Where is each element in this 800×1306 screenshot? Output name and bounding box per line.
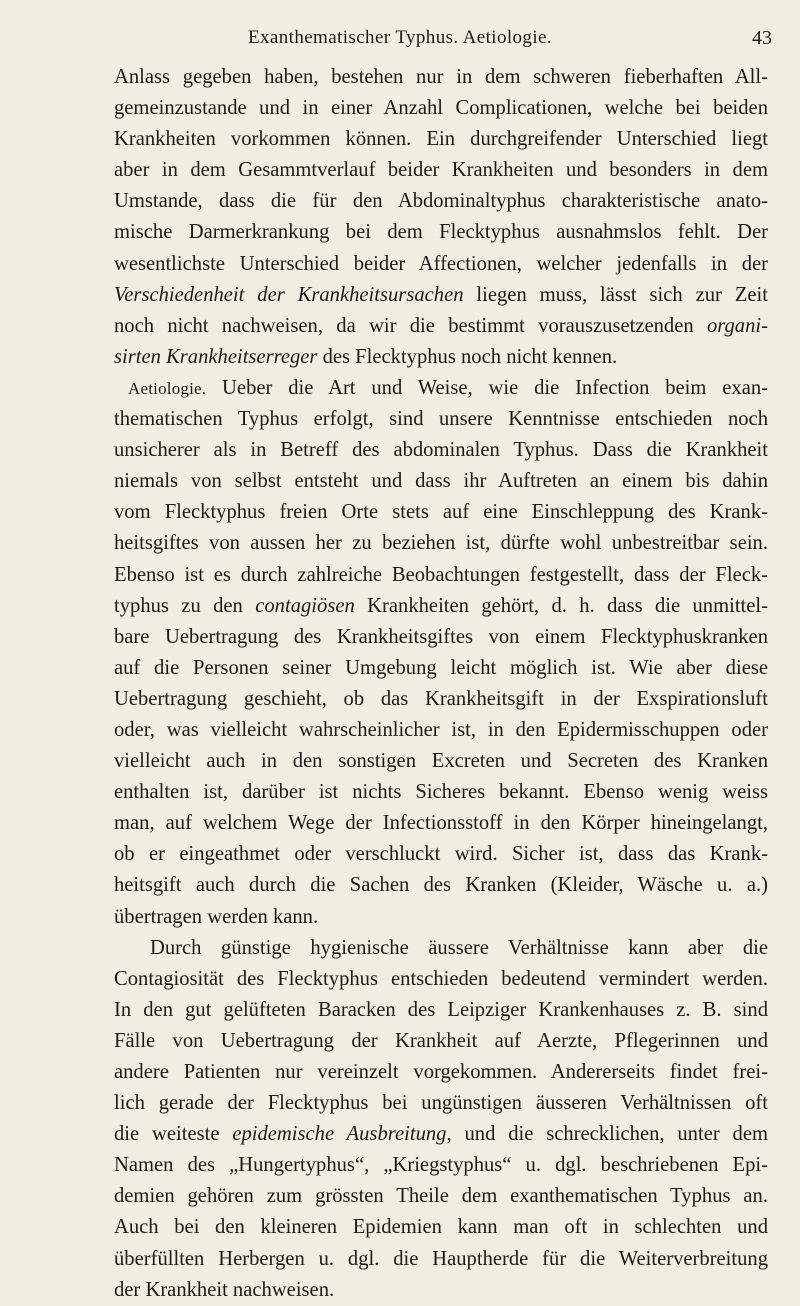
text-line: Ebenso ist es durch zahlreiche Beobachtungen festgestellt, dass der Fleck- bbox=[114, 563, 768, 586]
text-line: wesentlichste Unterschied beider Affectionen, welcher jedenfalls in der bbox=[114, 252, 768, 275]
section-sidehead: Aetiologie. bbox=[128, 378, 207, 398]
text-line: Namen des „Hungertyphus“, „Kriegstyphus“ u. dgl. beschriebenen Epi- bbox=[114, 1154, 768, 1177]
page-header bbox=[0, 18, 800, 58]
text-line: lich gerade der Flecktyphus bei ungünstigen äusseren Verhältnissen oft bbox=[114, 1092, 768, 1115]
text-line: mische Darmerkrankung bei dem Flecktyphus ausnahmslos fehlt. Der bbox=[114, 221, 768, 244]
text-line: übertragen werden kann. bbox=[114, 905, 319, 928]
text-line: auf die Personen seiner Umgebung leicht möglich ist. Wie aber diese bbox=[114, 656, 768, 679]
text-line: Uebertragung geschieht, ob das Krankheitsgift in der Exspirationsluft bbox=[114, 687, 768, 710]
page-number: 43 bbox=[752, 27, 772, 49]
text-line: vom Flecktyphus freien Orte stets auf eine Einschleppung des Krank- bbox=[114, 501, 768, 524]
text-line: Contagiosität des Flecktyphus entschieden bedeutend vermindert werden. bbox=[114, 967, 768, 990]
text-line: aber in dem Gesammtverlauf beider Krankheiten und besonders in dem bbox=[114, 159, 768, 182]
text-line: In den gut gelüfteten Baracken des Leipziger Krankenhauses z. B. sind bbox=[114, 998, 768, 1021]
text-line: heitsgift auch durch die Sachen des Kranken (Kleider, Wäsche u. a.) bbox=[114, 874, 768, 897]
text-line: die weiteste epidemische Ausbreitung, und die schrecklichen, unter dem bbox=[114, 1123, 768, 1146]
text-line: gemeinzustande und in einer Anzahl Complicationen, welche bei beiden bbox=[114, 97, 768, 120]
text-line: Anlass gegeben haben, bestehen nur in dem schweren fieberhaften All- bbox=[114, 66, 768, 88]
text-line: niemals von selbst entsteht und dass ihr Auftreten an einem bis dahin bbox=[114, 470, 768, 493]
text-line: Durch günstige hygienische äussere Verhältnisse kann aber die bbox=[150, 936, 768, 959]
text-line: überfüllten Herbergen u. dgl. die Hauptherde für die Weiterverbreitung bbox=[114, 1247, 768, 1270]
text-line: bare Uebertragung des Krankheitsgiftes von einem Flecktyphuskranken bbox=[114, 625, 768, 648]
body-text bbox=[114, 62, 768, 1306]
italic-term: contagiösen bbox=[255, 594, 355, 617]
text-line: Fälle von Uebertragung der Krankheit auf Aerzte, Pflegerinnen und bbox=[114, 1029, 768, 1052]
text-line: Auch bei den kleineren Epidemien kann man oft in schlechten und bbox=[114, 1216, 768, 1239]
text-line: noch nicht nachweisen, da wir die bestimmt vorauszusetzenden organi- bbox=[114, 314, 768, 337]
text-line: thematischen Typhus erfolgt, sind unsere Kenntnisse entschieden noch bbox=[114, 408, 768, 431]
text-line: der Krankheit nachweisen. bbox=[114, 1278, 335, 1301]
running-head: Exanthematischer Typhus. Aetiologie. bbox=[248, 27, 552, 48]
text-line: heitsgiftes von aussen her zu beziehen ist, dürfte wohl unbestreitbar sein. bbox=[114, 532, 768, 555]
italic-term: organi- bbox=[706, 314, 768, 337]
text-line: oder, was vielleicht wahrscheinlicher ist, in den Epidermisschuppen oder bbox=[114, 718, 768, 741]
text-line: Aetiologie. Ueber die Art und Weise, wie die Infection beim exan- bbox=[128, 376, 768, 399]
text-line: unsicherer als in Betreff des abdominalen Typhus. Dass die Krankheit bbox=[114, 439, 768, 462]
text-line: man, auf welchem Wege der Infectionsstoff in den Körper hineingelangt, bbox=[114, 812, 768, 835]
text-line: Krankheiten vorkommen können. Ein durchgreifender Unterschied liegt bbox=[114, 128, 768, 151]
italic-term: Verschiedenheit der Krankheitsursachen bbox=[114, 283, 464, 306]
text-line: ob er eingeathmet oder verschluckt wird. Sicher ist, dass das Krank- bbox=[114, 843, 768, 866]
italic-term: sirten Krankheitserreger bbox=[114, 345, 318, 368]
text-line: andere Patienten nur vereinzelt vorgekommen. Andererseits findet frei- bbox=[114, 1061, 768, 1083]
text-line: enthalten ist, darüber ist nichts Sicheres bekannt. Ebenso wenig weiss bbox=[114, 781, 768, 804]
text-line: demien gehören zum grössten Theile dem exanthematischen Typhus an. bbox=[114, 1185, 768, 1208]
text-line: Verschiedenheit der Krankheitsursachen liegen muss, lässt sich zur Zeit bbox=[114, 283, 768, 306]
italic-term: epidemische Ausbreitung bbox=[232, 1123, 447, 1146]
text-line: vielleicht auch in den sonstigen Excreten und Secreten des Kranken bbox=[114, 750, 768, 773]
text-line: sirten Krankheitserreger des Flecktyphus noch nicht kennen. bbox=[114, 345, 618, 368]
text-line: typhus zu den contagiösen Krankheiten gehört, d. h. dass die unmittel- bbox=[114, 594, 769, 617]
text-line: Umstande, dass die für den Abdominaltyphus charakteristische anato- bbox=[114, 190, 768, 213]
